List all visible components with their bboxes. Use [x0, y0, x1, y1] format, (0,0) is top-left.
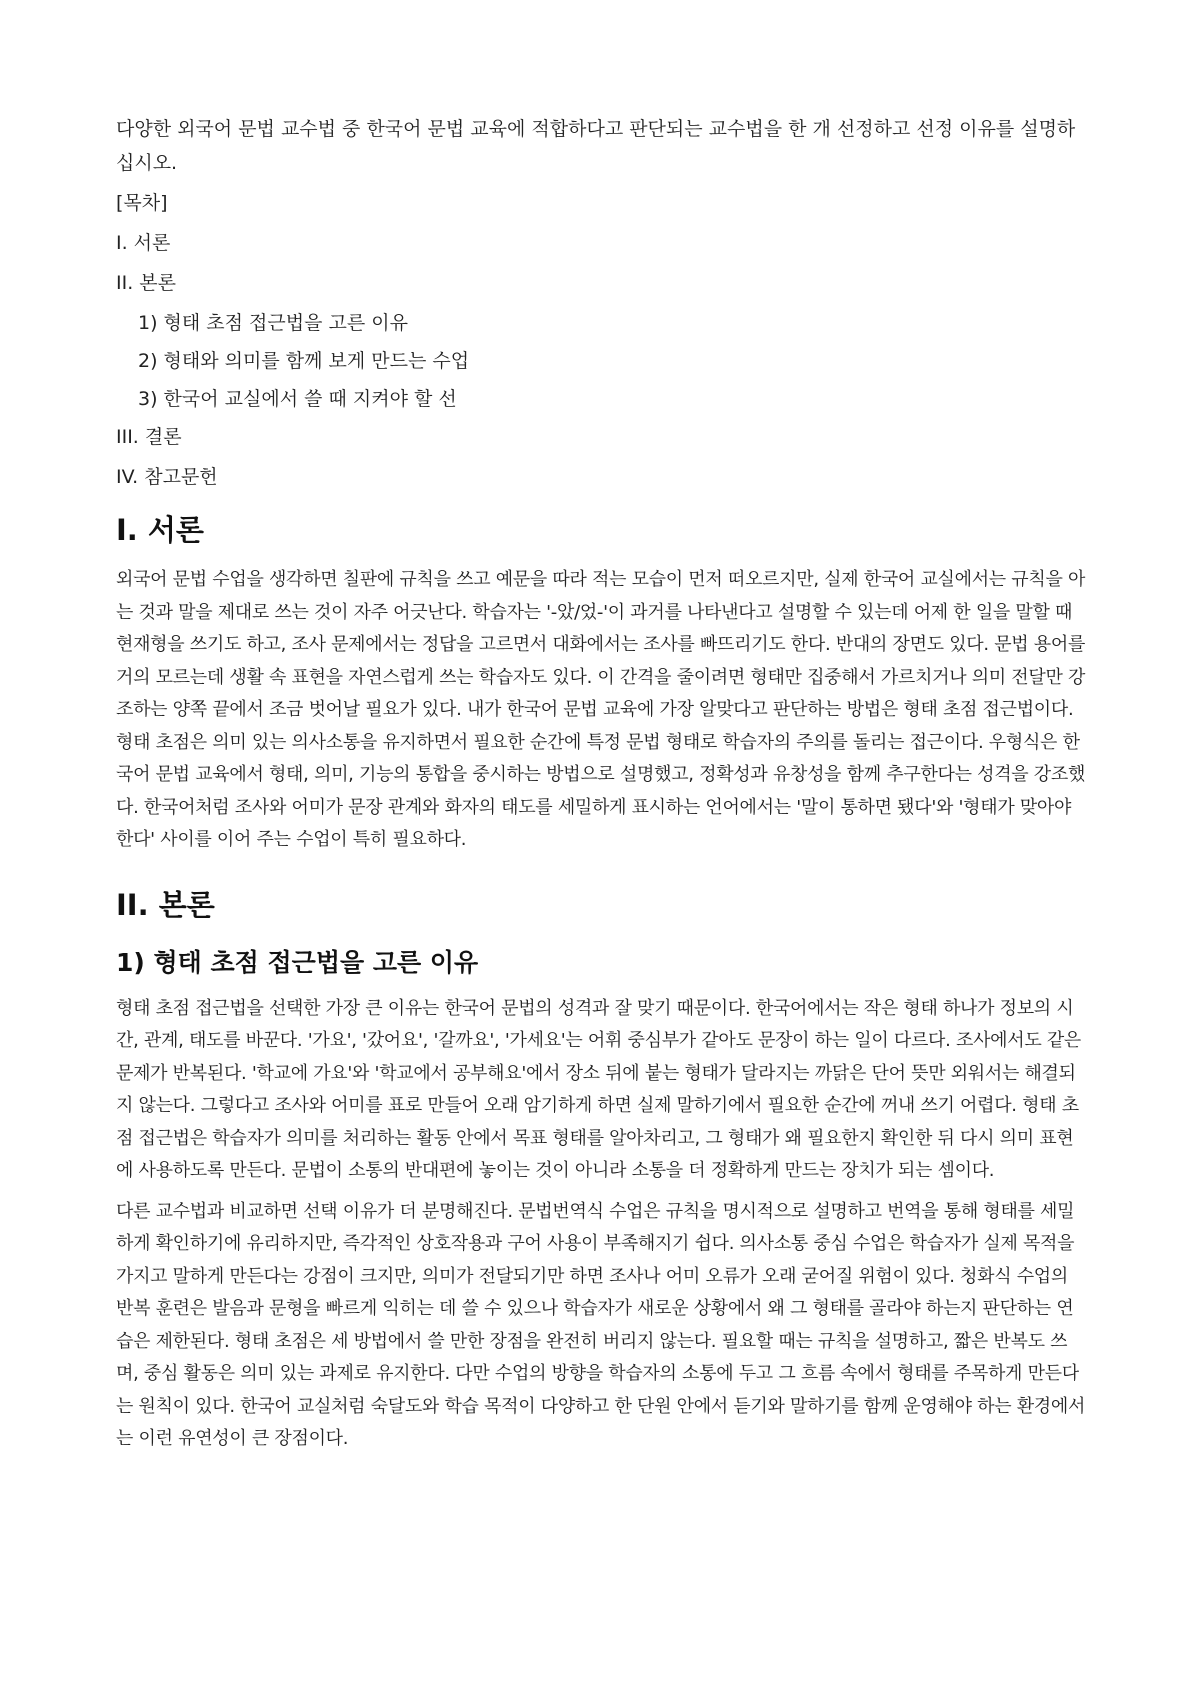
- table-of-contents: [116, 190, 1088, 490]
- toc-subitem: 3) 한국어 교실에서 쓸 때 지켜야 할 선: [138, 388, 457, 410]
- toc-item: III. 결론: [116, 426, 182, 448]
- question-prompt: 다양한 외국어 문법 교수법 중 한국어 문법 교육에 적합하다고 판단되는 교수법을 한 개 선정하고 선정 이유를 설명하십시오.: [116, 118, 1076, 174]
- toc-subitem: 1) 형태 초점 접근법을 고른 이유: [138, 312, 408, 334]
- toc-item: IV. 참고문헌: [116, 466, 218, 488]
- toc-item: I. 서론: [116, 232, 171, 254]
- toc-item: II. 본론: [116, 272, 176, 294]
- toc-heading: [목차]: [116, 192, 168, 214]
- body-paragraph: 다른 교수법과 비교하면 선택 이유가 더 분명해진다. 문법번역식 수업은 규칙을 명시적으로 설명하고 번역을 통해 형태를 세밀하게 확인하기에 유리하지만, 즉각적인 상호작용과 구어 사용이 부족해지기 쉽다. 의사소통 중심 수업은 학습자가 실제 목적을 가지고 말하게 만든다는 강점이 크지만, 의미가 전달되기만 하면 조사나 어미 오류가 오래 굳어질 위험이 있다. 청화식 수업의 반복 훈련은 발음과 문형을 빠르게 익히는 데 쓸 수 있으나 학습자가 새로운 상황에서 왜 그 형태를 골라야 하는지 판단하는 연습은 제한된다. 형태 초점은 세 방법에서 쓸 만한 장점을 완전히 버리지 않는다. 필요할 때는 규칙을 설명하고, 짧은 반복도 쓰며, 중심 활동은 의미 있는 과제로 유지한다. 다만 수업의 방향을 학습자의 소통에 두고 그 흐름 속에서 형태를 주목하게 만든다는 원칙이 있다. 한국어 교실처럼 숙달도와 학습 목적이 다양하고 한 단원 안에서 듣기와 말하기를 함께 운영해야 하는 환경에서는 이런 유연성이 큰 장점이다.: [116, 1200, 1086, 1449]
- toc-subitem: 2) 형태와 의미를 함께 보게 만드는 수업: [138, 350, 470, 372]
- intro-paragraph: 외국어 문법 수업을 생각하면 칠판에 규칙을 쓰고 예문을 따라 적는 모습이 먼저 떠오르지만, 실제 한국어 교실에서는 규칙을 아는 것과 말을 제대로 쓰는 것이 자주 어긋난다. 학습자는 '-았/었-'이 과거를 나타낸다고 설명할 수 있는데 어제 한 일을 말할 때 현재형을 쓰기도 하고, 조사 문제에서는 정답을 고르면서 대화에서는 조사를 빠뜨리기도 한다. 반대의 장면도 있다. 문법 용어를 거의 모르는데 생활 속 표현을 자연스럽게 쓰는 학습자도 있다. 이 간격을 줄이려면 형태만 집중해서 가르치거나 의미 전달만 강조하는 양쪽 끝에서 조금 벗어날 필요가 있다. 내가 한국어 문법 교육에 가장 알맞다고 판단하는 방법은 형태 초점 접근법이다. 형태 초점은 의미 있는 의사소통을 유지하면서 필요한 순간에 특정 문법 형태로 학습자의 주의를 돌리는 접근이다. 우형식은 한국어 문법 교육에서 형태, 의미, 기능의 통합을 중시하는 방법으로 설명했고, 정확성과 유창성을 함께 추구한다는 성격을 강조했다. 한국어처럼 조사와 어미가 문장 관계와 화자의 태도를 세밀하게 표시하는 언어에서는 '말이 통하면 됐다'와 '형태가 맞아야 한다' 사이를 이어 주는 수업이 특히 필요하다.: [116, 569, 1086, 850]
- document-page: [116, 112, 1088, 1464]
- section-heading-body: II. 본론: [116, 887, 215, 922]
- subsection-heading: 1) 형태 초점 접근법을 고른 이유: [116, 947, 479, 977]
- section-heading-intro: I. 서론: [116, 513, 204, 547]
- body-paragraph: 형태 초점 접근법을 선택한 가장 큰 이유는 한국어 문법의 성격과 잘 맞기 때문이다. 한국어에서는 작은 형태 하나가 정보의 시간, 관계, 태도를 바꾼다. '가요', '갔어요', '갈까요', '가세요'는 어휘 중심부가 같아도 문장이 하는 일이 다르다. 조사에서도 같은 문제가 반복된다. '학교에 가요'와 '학교에서 공부해요'에서 장소 뒤에 붙는 형태가 달라지는 까닭은 단어 뜻만 외워서는 해결되지 않는다. 그렇다고 조사와 어미를 표로 만들어 오래 암기하게 하면 실제 말하기에서 필요한 순간에 꺼내 쓰기 어렵다. 형태 초점 접근법은 학습자가 의미를 처리하는 활동 안에서 목표 형태를 알아차리고, 그 형태가 왜 필요한지 확인한 뒤 다시 의미 표현에 사용하도록 만든다. 문법이 소통의 반대편에 놓이는 것이 아니라 소통을 더 정확하게 만드는 장치가 되는 셈이다.: [116, 997, 1082, 1181]
